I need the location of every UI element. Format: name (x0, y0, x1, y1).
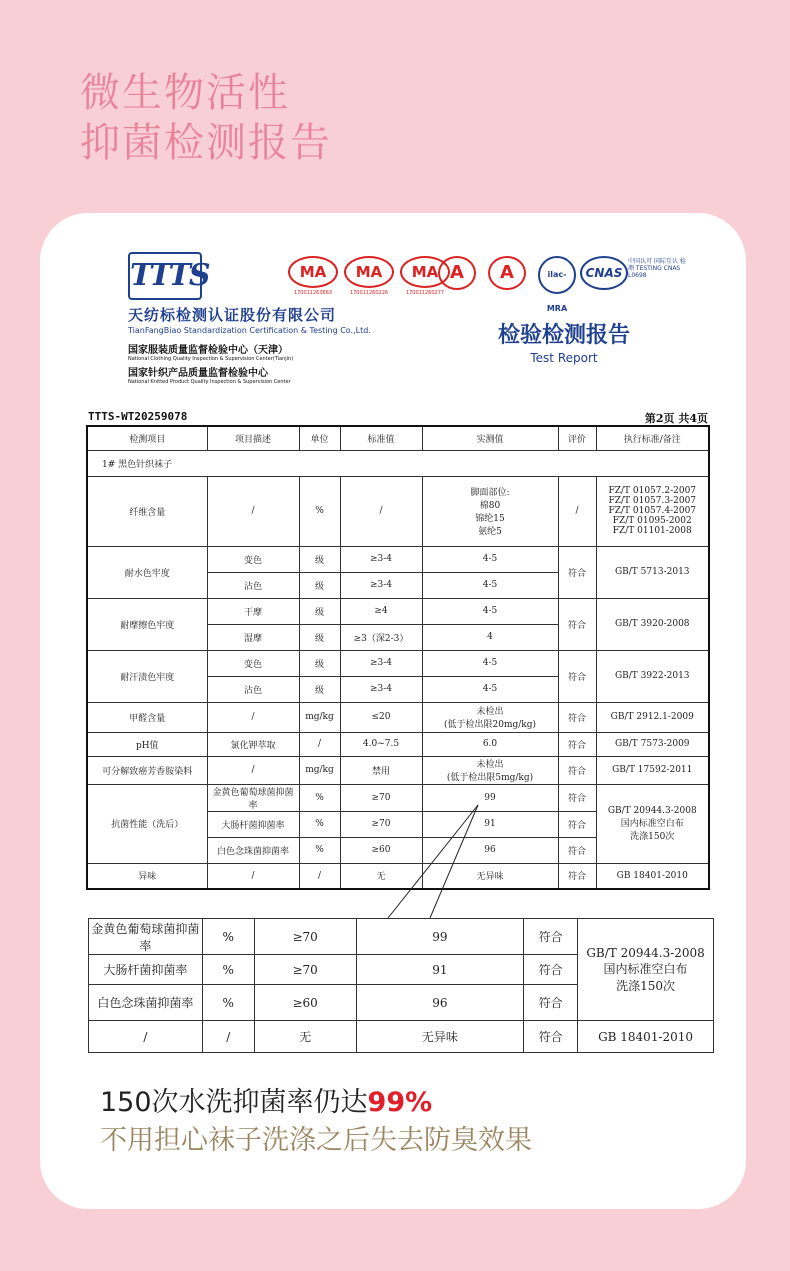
measured-cell: 未检出 (低于检出限20mg/kg) (422, 702, 558, 732)
table-row (87, 476, 709, 546)
item-cell: 耐水色牢度 (87, 546, 207, 598)
report-title-cn: 检验检测报告 (497, 322, 630, 348)
headline-line-1: 微生物活性 (80, 70, 290, 116)
table-row: 金黄色葡萄球菌抑菌率 % ≥70 99 符合 GB/T 20944.3-2008 国内标准空白布 洗涤150次 (89, 919, 714, 955)
cal-mark-2: A (488, 256, 526, 290)
organization-block (128, 304, 371, 385)
center1-cn: 国家服装质量监督检验中心（天津） (128, 345, 288, 356)
table-row: 可分解致癌芳香胺染料 / mg/kg 禁用 未检出 (低于检出限5mg/kg) 符合 GB/T 17592-2011 (87, 756, 709, 784)
table-row: / / 无 无异味 符合 GB 18401-2010 (89, 1021, 714, 1053)
eval-cell: / (558, 476, 596, 546)
table-row: 大肠杆菌抑菌率 % ≥70 91 符合 (89, 955, 714, 985)
headline-line-2: 抑菌检测报告 (80, 120, 332, 166)
caption (100, 1084, 532, 1160)
report-title-en: Test Report (530, 351, 598, 365)
report-number: TTTS-WT20259078 (88, 410, 188, 423)
table-row: 沾色 级 ≥3-4 4-5 (87, 572, 709, 598)
table-row: 耐水色牢度 变色 级 ≥3-4 4-5 符合 GB/T 5713-2013 (87, 546, 709, 572)
report-meta (88, 410, 710, 424)
note-cell: GB/T 20944.3-2008 国内标准空白布 洗涤150次 (578, 919, 714, 1021)
center2-en: National Knitted Product Quality Inspection & Supervision Center (128, 379, 291, 385)
item-cell: 耐摩擦色牢度 (87, 598, 207, 650)
table-row: 湿摩 级 ≥3（深2-3） 4 (87, 624, 709, 650)
eval-cell: 符合 (558, 650, 596, 702)
highlight-rate: 99% (367, 1087, 433, 1118)
header-cell: 标准值 (340, 426, 422, 450)
headline (80, 68, 332, 168)
table-header-row (87, 426, 709, 450)
org-name-cn: 天纺标检测认证股份有限公司 (128, 306, 337, 324)
table-row: 耐汗渍色牢度 变色 级 ≥3-4 4-5 符合 GB/T 3922-2013 (87, 650, 709, 676)
cnas-mark: CNAS (580, 256, 628, 290)
table-row: 白色念珠菌抑菌率 % ≥60 96 符合 (89, 985, 714, 1021)
table-row: 耐摩擦色牢度 干摩 级 ≥4 4-5 符合 GB/T 3920-2008 (87, 598, 709, 624)
caption-line-2: 不用担心袜子洗涤之后失去防臭效果 (100, 1125, 532, 1156)
page-info: 第2页 共4页 (644, 412, 708, 425)
eval-cell: 符合 (558, 598, 596, 650)
desc-cell: / (207, 476, 299, 546)
header-cell: 检测项目 (87, 426, 207, 450)
header-cell: 评价 (558, 426, 596, 450)
table-row: pH值 氯化钾萃取 / 4.0~7.5 6.0 符合 GB/T 7573-2009 (87, 732, 709, 756)
item-cell: pH值 (87, 732, 207, 756)
measured-cell: 脚面部位: 棉80 锦纶15 氨纶5 (422, 476, 558, 546)
note-cell: GB/T 3922-2013 (596, 650, 709, 702)
ilac-mra-mark: ilac-MRA (538, 256, 576, 294)
org-name-en: TianFangBiao Standardization Certification & Testing Co.,Ltd. (128, 326, 371, 335)
report-title (484, 318, 644, 365)
certification-marks (288, 256, 688, 313)
note-cell: GB/T 20944.3-2008 国内标准空白布 洗涤150次 (596, 784, 709, 863)
unit-cell: % (299, 476, 340, 546)
cma-mark-3: MA 170011260277 (400, 256, 450, 296)
table-row: 沾色 级 ≥3-4 4-5 (87, 676, 709, 702)
test-results-table (86, 425, 710, 890)
zoomed-antibacterial-table (88, 918, 714, 1053)
item-cell: 纤维含量 (87, 476, 207, 546)
cnas-text: 中国认可 国际互认 检测 TESTING CNAS L0698 (628, 258, 686, 279)
table-row: 白色念珠菌抑菌率 % ≥60 96 符合 (87, 837, 709, 863)
header-cell: 执行标准/备注 (596, 426, 709, 450)
table-row: 甲醛含量 / mg/kg ≤20 未检出 (低于检出限20mg/kg) 符合 GB/T 2912.1-2009 (87, 702, 709, 732)
std-cell: / (340, 476, 422, 546)
caption-line-1: 150次水洗抑菌率仍达99% (100, 1087, 433, 1118)
sample-row (87, 450, 709, 476)
ttts-logo: TTTS (128, 252, 202, 300)
note-cell: FZ/T 01057.2-2007 FZ/T 01057.3-2007 FZ/T 01057.4-2007 FZ/T 01095-2002 FZ/T 01101-2008 (596, 476, 709, 546)
item-cell: 耐汗渍色牢度 (87, 650, 207, 702)
table-row: 大肠杆菌抑菌率 % ≥70 91 符合 (87, 811, 709, 837)
note-cell: GB/T 3920-2008 (596, 598, 709, 650)
cma-mark-2: MA 170011260226 (344, 256, 394, 296)
sample-label: 1# 黑色针织袜子 (87, 450, 709, 476)
header-cell: 实测值 (422, 426, 558, 450)
header-cell: 项目描述 (207, 426, 299, 450)
cal-mark-1: A (438, 256, 476, 290)
header-cell: 单位 (299, 426, 340, 450)
item-cell: 甲醛含量 (87, 702, 207, 732)
item-cell: 可分解致癌芳香胺染料 (87, 756, 207, 784)
table-row: 异味 / / 无 无异味 符合 GB 18401-2010 (87, 863, 709, 889)
item-cell: 异味 (87, 863, 207, 889)
table-row: 抗菌性能（洗后） 金黄色葡萄球菌抑菌率 % ≥70 99 符合 GB/T 20944.3-2008 国内标准空白布 洗涤150次 (87, 784, 709, 811)
eval-cell: 符合 (558, 546, 596, 598)
item-cell: 抗菌性能（洗后） (87, 784, 207, 863)
center2-cn: 国家针织产品质量监督检验中心 (128, 368, 268, 379)
measured-cell: 未检出 (低于检出限5mg/kg) (422, 756, 558, 784)
center1-en: National Clothing Quality Inspection & Supervision Center(Tianjin) (128, 356, 294, 362)
cma-mark-1: MA 170011263663 (288, 256, 338, 296)
note-cell: GB/T 5713-2013 (596, 546, 709, 598)
